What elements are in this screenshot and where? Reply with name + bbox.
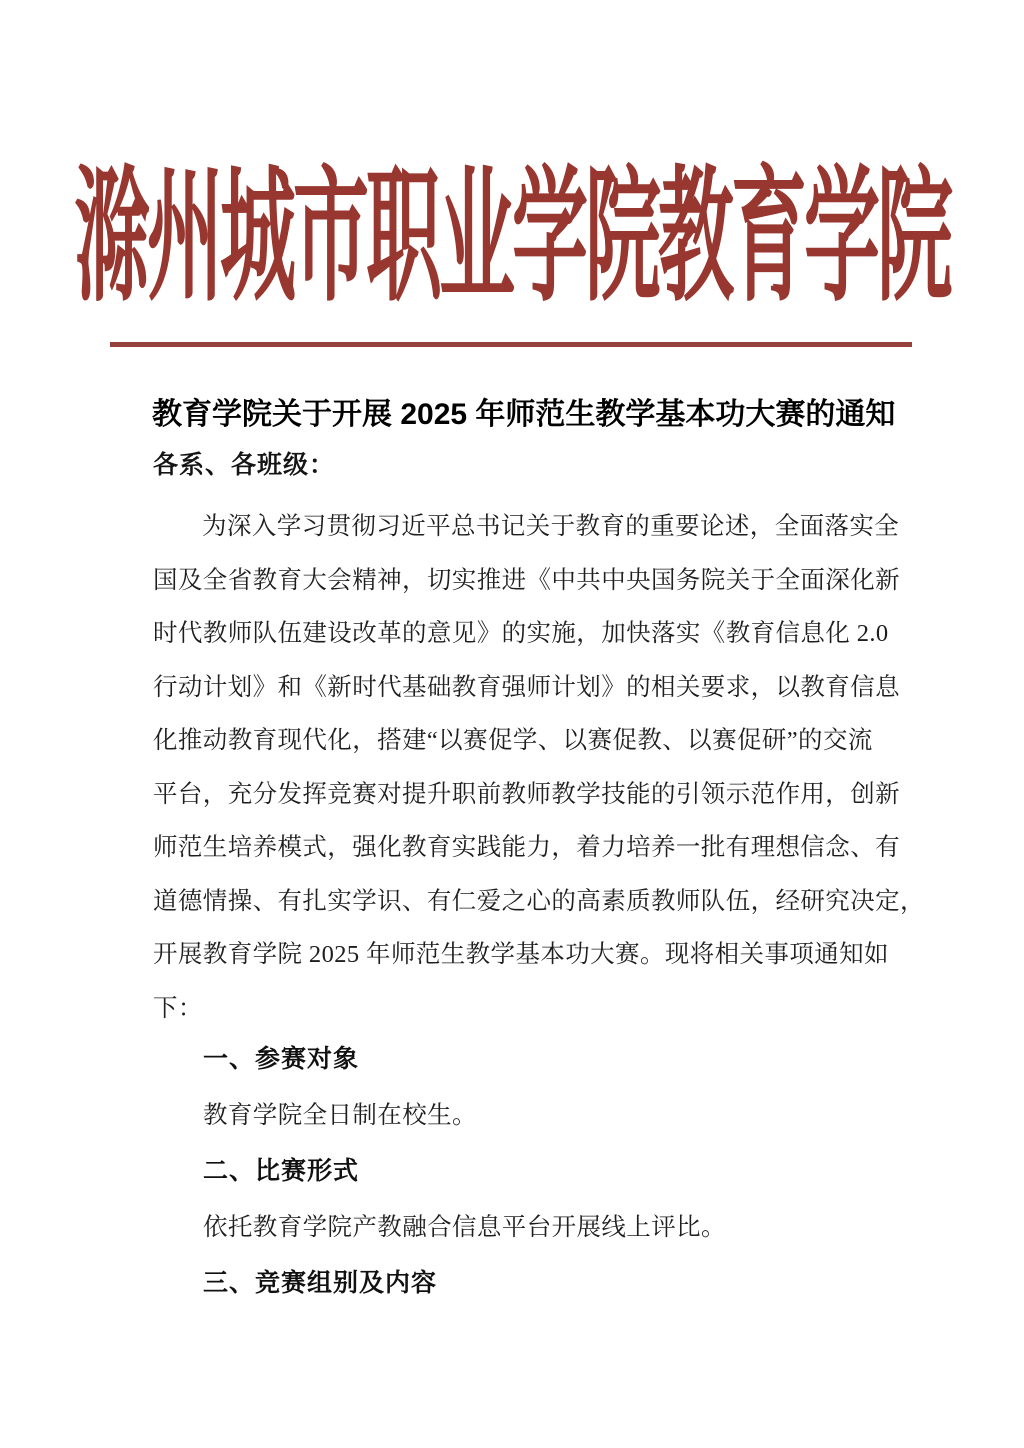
body-line: 道德情操、有扎实学识、有仁爱之心的高素质教师队伍，经研究决定， [153,887,925,915]
body-line: 下： [153,994,203,1022]
section-heading-participants: 一、参赛对象 [203,1046,360,1073]
notice-title: 教育学院关于开展 2025 年师范生教学基本功大赛的通知 [152,398,896,431]
section-heading-groups: 三、竞赛组别及内容 [203,1270,438,1297]
body-line: 化推动教育现代化，搭建“以赛促学、以赛促教、以赛促研”的交流 [153,727,873,754]
section-content-participants: 教育学院全日制在校生。 [203,1102,477,1129]
salutation-line: 各系、各班级： [153,452,336,479]
body-line: 为深入学习贯彻习近平总书记关于教育的重要论述，全面落实全 [202,513,900,540]
body-line: 行动计划》和《新时代基础教育强师计划》的相关要求，以教育信息 [153,673,900,701]
letterhead-title: 滁州城市职业学院教育学院 [74,158,950,320]
body-line: 时代教师队伍建设改革的意见》的实施，加快落实《教育信息化 2.0 [153,620,889,647]
body-line: 师范生培养模式，强化教育实践能力，着力培养一批有理想信念、有 [153,834,900,861]
body-paragraph [153,500,925,1035]
body-line: 平台，充分发挥竞赛对提升职前教师教学技能的引领示范作用，创新 [153,780,900,808]
body-line: 国及全省教育大会精神，切实推进《中共中央国务院关于全面深化新 [153,566,900,594]
letterhead-divider-rule [110,342,912,347]
section-content-format: 依托教育学院产教融合信息平台开展线上评比。 [203,1214,726,1241]
section-heading-format: 二、比赛形式 [203,1158,360,1185]
body-line: 开展教育学院 2025 年师范生教学基本功大赛。现将相关事项通知如 [153,941,889,968]
sections-list [153,1032,875,1312]
